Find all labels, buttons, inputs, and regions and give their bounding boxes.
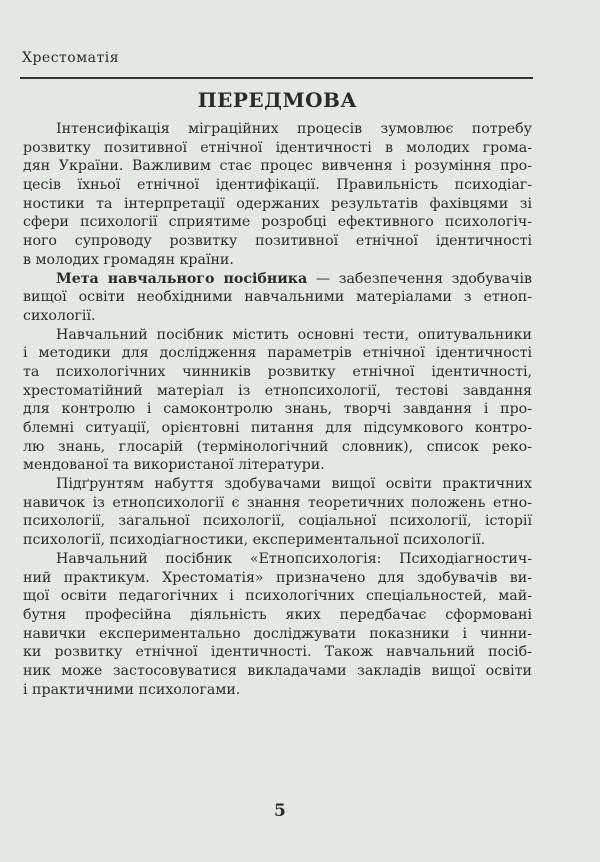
text-line — [23, 344, 532, 363]
text-line — [23, 681, 532, 700]
line-text: ний практикум. Хрестоматія» призначено для здобувачів ви- — [23, 569, 532, 586]
page-number: 5 — [274, 801, 286, 821]
line-text: і практичними психологами. — [23, 681, 241, 698]
text-line — [23, 606, 532, 625]
page-title: ПЕРЕДМОВА — [197, 88, 358, 112]
paragraph — [23, 550, 532, 700]
text-line — [23, 288, 532, 307]
text-line — [23, 270, 532, 289]
line-text: мендованої та використаної літератури. — [23, 457, 325, 474]
text-line — [23, 419, 532, 438]
text-line — [23, 531, 532, 550]
line-text: — забезпечення здобувачів — [307, 270, 532, 287]
text-line — [23, 363, 532, 382]
line-text: сихології. — [23, 307, 96, 324]
text-line — [23, 213, 532, 232]
header-rule — [20, 77, 533, 79]
text-line — [23, 512, 532, 531]
text-line — [23, 400, 532, 419]
line-text: психології, загальної психології, соціальної психології, історії — [23, 513, 532, 530]
line-text: в молодих громадян країни. — [23, 251, 234, 268]
line-text: хрестоматійний матеріал із етнопсихології, тестові завдання — [23, 382, 532, 399]
line-text: лю знань, глосарій (термінологічний словник), список реко- — [23, 438, 532, 455]
text-line — [23, 625, 532, 644]
text-line — [23, 176, 532, 195]
text-line — [23, 307, 532, 326]
line-text: і методики для дослідження параметрів етнічної ідентичності — [23, 345, 532, 362]
text-line — [23, 157, 532, 176]
text-line — [23, 382, 532, 401]
line-text: Навчальний посібник «Етнопсихологія: Психодіагностич- — [56, 550, 532, 567]
paragraph — [23, 475, 532, 550]
line-text: Навчальний посібник містить основні тести, опитувальники — [56, 326, 532, 343]
line-text: Підґрунтям набуття здобувачами вищої освіти практичних — [56, 476, 532, 493]
text-line — [23, 120, 532, 139]
text-line — [23, 569, 532, 588]
text-line — [23, 139, 532, 158]
line-text: вищої освіти необхідними навчальними матеріалами з етноп- — [23, 289, 532, 306]
line-text: бутня професійна діяльність яких передбачає сформовані — [23, 606, 532, 623]
body-text — [23, 120, 532, 699]
bold-lead: Мета навчального посібника — [56, 270, 308, 287]
line-text: дян України. Важливим стає процес вивчення і розуміння про- — [23, 158, 532, 175]
line-text: навичок із етнопсихології є знання теоретичних положень етно- — [23, 494, 532, 511]
text-line — [23, 587, 532, 606]
line-text: для контролю і самоконтролю знань, творчі завдання і про- — [23, 401, 532, 418]
line-text: сфери психології сприятиме розробці ефективного психологіч- — [23, 214, 532, 231]
text-line — [23, 232, 532, 251]
paragraph — [23, 120, 532, 270]
text-line — [23, 662, 532, 681]
paragraph — [23, 326, 532, 476]
text-line — [23, 494, 532, 513]
line-text: ник може застосовуватися викладачами закладів вищої освіти — [23, 662, 532, 679]
line-text: Інтенсифікація міграційних процесів зумовлює потребу — [56, 121, 532, 137]
text-line — [23, 643, 532, 662]
text-line — [23, 456, 532, 475]
line-text: блемні ситуації, орієнтовні питання для підсумкового контро- — [23, 420, 532, 436]
line-text: психології, психодіагностики, експериментальної психології. — [23, 532, 486, 549]
line-text: та психологічних чинників розвитку етнічної ідентичності, — [23, 363, 532, 380]
text-line — [23, 251, 532, 270]
line-text: ки розвитку етнічної ідентичності. Також навчальний посіб- — [23, 644, 532, 661]
text-line — [23, 550, 532, 569]
paragraph — [23, 270, 532, 326]
line-text: навички експериментально досліджувати показники і чинни- — [23, 625, 532, 642]
line-text: розвитку позитивної етнічної ідентичності в молодих грома- — [23, 139, 532, 156]
running-head: Хрестоматія — [22, 50, 120, 66]
line-text: ностики та інтерпретації одержаних результатів фахівцями зі — [23, 195, 532, 212]
line-text: ного супроводу розвитку позитивної етнічної ідентичності — [23, 233, 532, 250]
text-line — [23, 475, 532, 494]
line-text: щої освіти педагогічних і психологічних спеціальностей, май- — [23, 588, 532, 605]
text-line — [23, 326, 532, 345]
text-line — [23, 438, 532, 457]
text-line — [23, 195, 532, 214]
line-text: цесів їхньої етнічної ідентифікації. Правильність психодіаг- — [23, 177, 532, 194]
